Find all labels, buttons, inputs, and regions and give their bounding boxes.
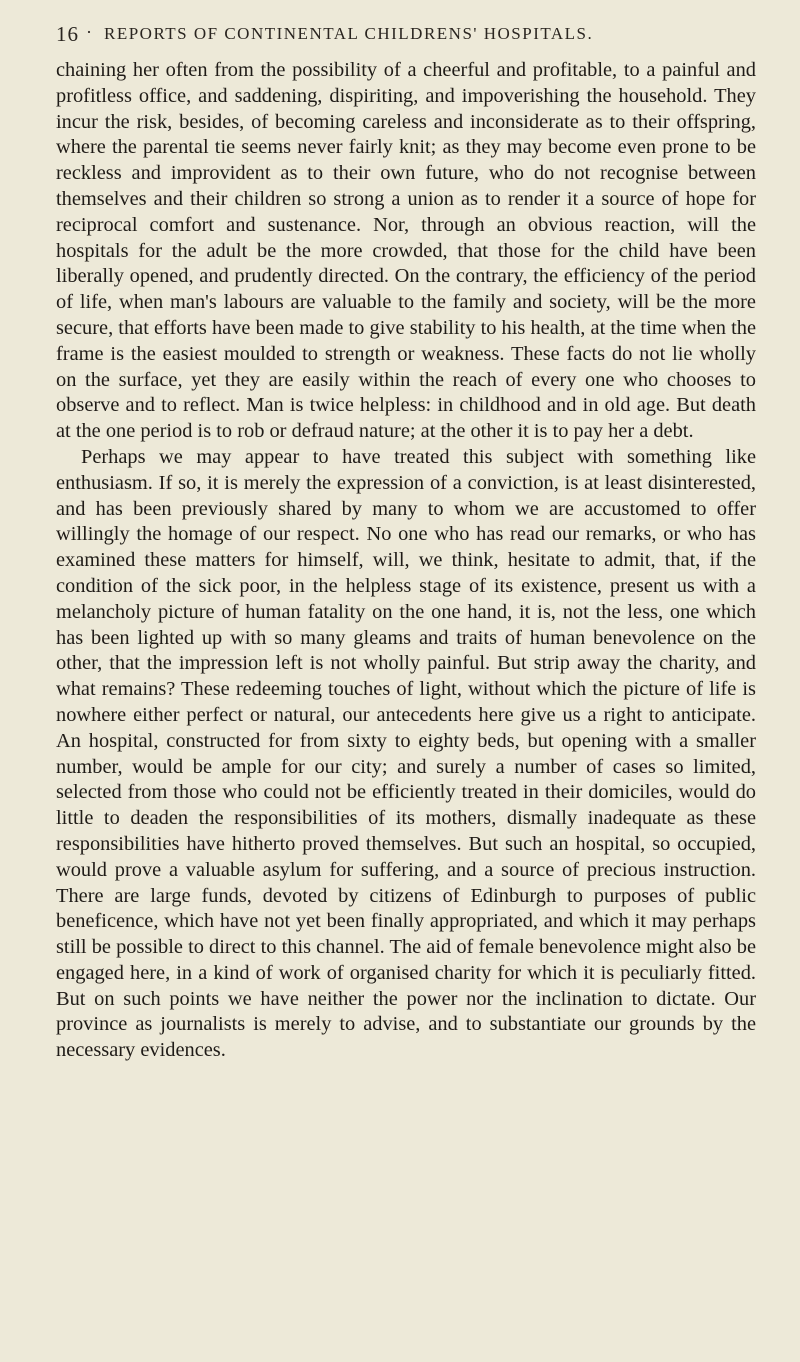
page-number: 16: [56, 22, 79, 46]
paragraph-2: Perhaps we may appear to have treated this subject with something like enthusiasm. If so, it is merely the expression of a conviction, is at least disinterested, and has been previously shared by many to whom we are accustomed to offer willingly the homage of our respect. No one who has read our remarks, or who has examined these matters for himself, will, we think, hesitate to admit, that, if the condition of the sick poor, in the helpless stage of its existence, present us with a melancholy picture of human fatality on the one hand, it is, not the less, one which has been lighted up with so many gleams and traits of human benevolence on the other, that the impression left is not wholly painful. But strip away the charity, and what remains? These redeeming touches of light, without which the picture of life is nowhere either perfect or natural, our antecedents here give us a right to anticipate. An hospital, constructed for from sixty to eighty beds, but opening with a smaller number, would be ample for our city; and surely a number of cases so limited, selected from those who could not be efficiently treated in their domiciles, would do little to deaden the responsibilities of its mothers, dismally inadequate as these responsibilities have hitherto proved themselves. But such an hospital, so occupied, would prove a valuable asylum for suffering, and a source of precious instruction. There are large funds, devoted by citizens of Edinburgh to purposes of public beneficence, which have not yet been finally appropriated, and which it may perhaps still be possible to direct to this channel. The aid of female benevolence might also be engaged here, in a kind of work of organised charity for which it is peculiarly fitted. But on such points we have neither the power nor the inclination to dictate. Our province as journalists is merely to advise, and to substantiate our grounds by the necessary evidences.: [56, 445, 756, 1062]
paragraph-1: chaining her often from the possibility of a cheerful and profitable, to a painful and profitless office, and saddening, dispiriting, and impoverishing the household. They incur the risk, besides, of becoming careless and inconsiderate as to their offspring, where the parental tie seems never fairly knit; as they may become even prone to be reckless and improvident as to their own future, who do not recognise between themselves and their children so strong a union as to render it a source of hope for reciprocal comfort and sustenance. Nor, through an obvious reaction, will the hospitals for the adult be the more crowded, that those for the child have been liberally opened, and prudently directed. On the contrary, the efficiency of the period of life, when man's labours are valuable to the family and society, will be the more secure, that efforts have been made to give stability to his health, at the time when the frame is the easiest moulded to strength or weakness. These facts do not lie wholly on the surface, yet they are easily within the reach of every one who chooses to observe and to reflect. Man is twice helpless: in childhood and in old age. But death at the one period is to rob or defraud nature; at the other it is to pay her a debt.: [56, 59, 756, 443]
body-text: [56, 58, 756, 1064]
running-header: [56, 8, 756, 44]
running-title: REPORTS OF CONTINENTAL CHILDRENS' HOSPITALS.: [104, 24, 594, 43]
header-separator: ·: [86, 22, 93, 42]
